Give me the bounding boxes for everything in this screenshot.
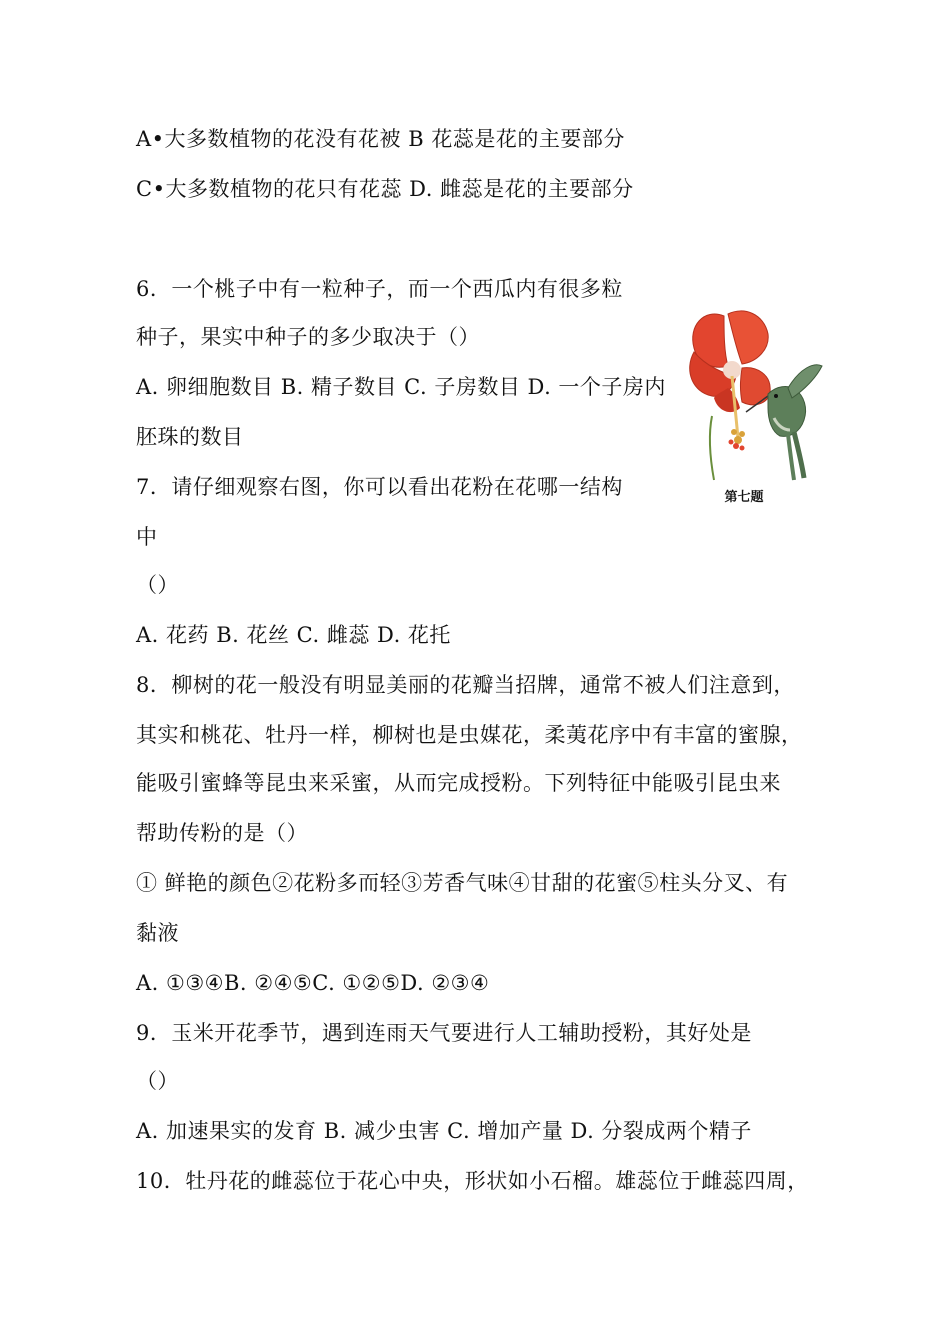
q10-stem-line-1: 10．牡丹花的雌蕊位于花心中央，形状如小石榴。雄蕊位于雌蕊四周， <box>136 1169 809 1193</box>
q6-options-line-2: 胚珠的数目 <box>136 425 244 449</box>
q8-stem-line-1: 8．柳树的花一般没有明显美丽的花瓣当招牌，通常不被人们注意到， <box>136 673 795 697</box>
q6-options-line-1: A. 卵细胞数目 B. 精子数目 C. 子房数目 D. 一个子房内 <box>136 375 666 399</box>
q5-options-line-2: C•大多数植物的花只有花蕊 D. 雌蕊是花的主要部分 <box>136 177 634 201</box>
q6-stem-line-1: 6．一个桃子中有一粒种子，而一个西瓜内有很多粒 <box>136 277 623 301</box>
red-flower-icon <box>690 311 770 451</box>
q7-stem-line-2: 中 <box>136 525 158 549</box>
q8-options: A. ①③④B. ②④⑤C. ①②⑤D. ②③④ <box>136 971 490 995</box>
q8-features-line-1: ① 鲜艳的颜色②花粉多而轻③芳香气味④甘甜的花蜜⑤柱头分叉、有 <box>136 871 789 895</box>
q9-stem: 9．玉米开花季节，遇到连雨天气要进行人工辅助授粉，其好处是 <box>136 1021 752 1045</box>
q8-stem-line-4: 帮助传粉的是（） <box>136 821 308 845</box>
q8-stem-line-2: 其实和桃花、牡丹一样，柳树也是虫媒花，柔荑花序中有丰富的蜜腺， <box>136 723 803 747</box>
q5-options-line-1: A•大多数植物的花没有花被 B 花蕊是花的主要部分 <box>136 127 625 151</box>
flower-hummingbird-illustration <box>684 308 824 483</box>
q8-features-line-2: 黏液 <box>136 921 179 945</box>
q8-stem-line-3: 能吸引蜜蜂等昆虫来采蜜，从而完成授粉。下列特征中能吸引昆虫来 <box>136 771 781 795</box>
q7-figure <box>684 308 824 508</box>
q9-blank: （） <box>136 1069 179 1093</box>
q9-options: A. 加速果实的发育 B. 减少虫害 C. 增加产量 D. 分裂成两个精子 <box>136 1119 752 1143</box>
q7-stem-line-1: 7．请仔细观察右图，你可以看出花粉在花哪一结构 <box>136 475 623 499</box>
q7-blank: （） <box>136 573 179 597</box>
stem-icon <box>710 416 714 480</box>
q6-stem-line-2: 种子，果实中种子的多少取决于（） <box>136 325 480 349</box>
q7-options: A. 花药 B. 花丝 C. 雌蕊 D. 花托 <box>136 623 451 647</box>
figure-caption: 第七题 <box>724 490 764 505</box>
